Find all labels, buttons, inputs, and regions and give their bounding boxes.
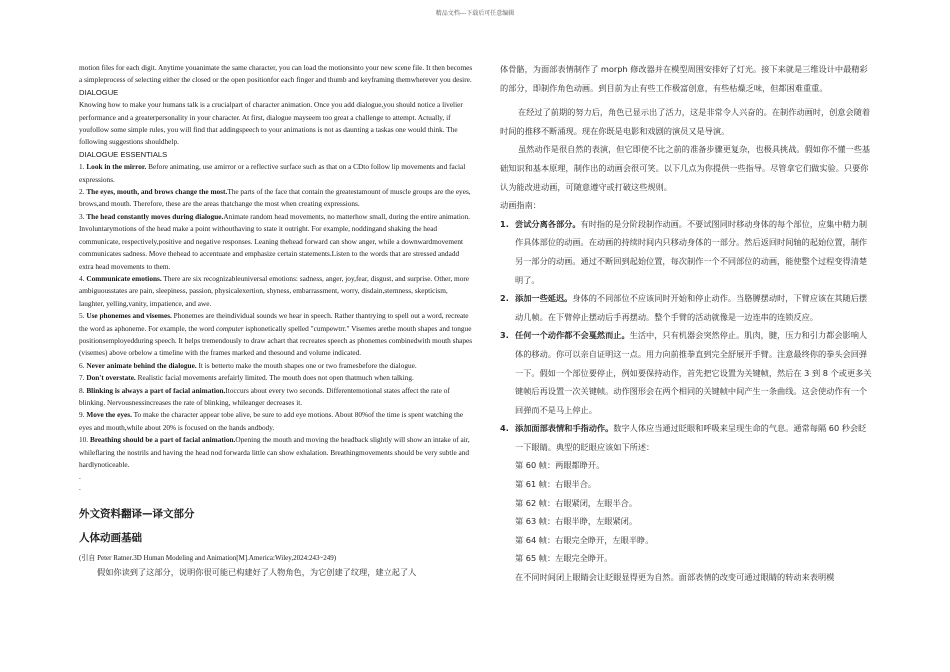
translation-paragraph: 虽然动作是很自然的表演，但它即使不比之前的准备步骤更复杂，也极具挑战。假如你不懂一些基础知识和基本原理，制作出的动画会很可笑。以下几点为你提供一些指导。尽管拿它们做实验。只要你认为能改进动画，可随意遵守或打破这些规则。: [500, 144, 871, 192]
translation-paragraph: 在经过了前期的努力后，角色已显示出了活力，这是非常令人兴奋的。在制作动画时，创意会随着时间的推移不断涌现。现在你既是电影和戏剧的演员又是导演。: [500, 107, 871, 136]
blink-frame-line: 第 60 帧：两眼都睁开。: [515, 460, 605, 471]
separator-dot: .: [79, 472, 81, 482]
essential-item-4: 4. Communicate emotions. There are six recognizableuniversal emotions: sadness, anger, joy,fear, disgust, and surprise. Other, more ambiguousstates are pain, sleepiness, passion, physicalexertion, shyness, embarrassment, worry, disdain,sternness, skepticism, laughter, yelling,vanity, impatience, and awe.: [79, 273, 470, 308]
essential-item-9: 9. Move the eyes. To make the character appear tobe alive, be sure to add eye motions. About 80%of the time is spent watching the eyes and mouth,while about 20% is focused on the hands andbody.: [79, 410, 463, 432]
essential-item-5: 5. Use phonemes and visemes. Phonemes are theindividual sounds we hear in speech. Rather thantrying to spell out a word, recreate the word as aphoneme. For example, the word computer isphonetically spelled "cumpewtrr." Visemes arethe mouth shapes and tongue positionsemployedduring speech. It helps tremendously to draw achart that recreates speech as phonemes combinedwith mouth shapes (visemes) above orbelow a timeline with the frames marked and thesound and volume indicated.: [79, 311, 473, 358]
blink-frame-line: 第 62 帧：右眼紧闭，左眼半合。: [515, 497, 638, 508]
essential-item-10: 10. Breathing should be a part of facial animation.Opening the mouth and moving the headback slightly will show an intake of air, whileflaring the nostrils and having the head nod forwarda little can show exhalation. Breathingmovements should be very subtle and hardlynoticeable.: [79, 435, 470, 469]
guide-item-2: 2. 添加一些延迟。身体的不同部位不应该同时开始和停止动作。当胳膊摆动时，下臂应该在其随后摆动几帧。在下臂停止摆动后手再摆动。整个手臂的活动就像是一边连串的连锁反应。: [500, 293, 868, 322]
blink-frame-line: 第 63 帧：右眼半睁，左眼紧闭。: [515, 516, 638, 527]
blink-frame-line: 第 65 帧：左眼完全睁开。: [515, 553, 613, 564]
chapter-title: 人体动画基础: [79, 532, 142, 545]
essential-item-3: 3. The head constantly moves during dialogue.Animate random head movements, no matterhow small, during the entire animation. Involuntarymotions of the head make a point withouthaving to state it outright. For example, noddingand shaking the head communicate, respectively,positive and negative responses. Leaning thehead forward can show anger, while a downwardmovement communicates sadness. Move thehead to accentuate and emphasize certain statements.Listen to the words that are stressed andadd extra head movements to them.: [79, 211, 470, 271]
essential-item-7: 7. Don't overstate. Realistic facial movements arefairly limited. The mouth does not open thatmuch when talking.: [79, 373, 414, 383]
essential-item-8: 8. Blinking is always a part of facial animation.Itoccurs about every two seconds. Differentemotional states affect the rate of blinking. Nervousnessincreases the rate of blinking, whileanger decreases it.: [79, 385, 450, 407]
essentials-heading: DIALOGUE ESSENTIALS: [79, 149, 168, 159]
separator-dot: .: [79, 483, 81, 493]
translation-section-heading: 外文资料翻译—译文部分: [79, 508, 195, 521]
guide-item-3: 3. 任何一个动作都不会戛然而止。生活中，只有机器会突然停止。肌肉，腱，压力和引力都会影响人体的移动。你可以亲自证明这一点。用力向前推拳直到完全舒展开手臂。注意最终你的拳头会回弹一下。假如一个部位要停止，例如要保持动作，首先把它设置为关键帧，然后在 3 到 8 个或更多关键帧后再设置一次关键帧。动作图形会在两个相同的关键帧中间产生一条曲线。这会使动作有一个回弹而不是马上停止。: [500, 330, 872, 415]
translation-paragraph: 假如你读到了这部分，说明你很可能已构建好了人物角色，为它创建了纹理，建立起了人: [97, 567, 417, 578]
translation-paragraph: 体骨骼，为面部表情制作了 morph 修改器并在模型周围安排好了灯光。接下来就是三维设计中最精彩的部分，即制作角色动画。到目前为止有些工作极富创意，有些枯燥乏味，但都困难重重。: [500, 64, 868, 93]
guide-item-4: 4. 添加面部表情和手指动作。数字人体应当通过眨眼和呼吸来呈现生命的气息。通常每隔 60 秒会眨一下眼睛。典型的眨眼应该如下所述：: [500, 423, 867, 452]
essential-item-2: 2. The eyes, mouth, and brows change the most.The parts of the face that contain the greatestamount of muscle groups are the eyes, brows,and mouth. Therefore, these are the areas thatchange the most when creating expressions.: [79, 187, 471, 209]
citation: (引自 Peter Ratner.3D Human Modeling and Animation[M].America:Wiley,2024:243~249): [79, 554, 337, 563]
essential-item-6: 6. Never animate behind the dialogue. It is betterto make the mouth shapes one or two framesbefore the dialogue.: [79, 360, 417, 370]
guide-label: 动画指南：: [500, 200, 541, 211]
dialogue-heading: DIALOGUE: [79, 87, 119, 97]
right-column: [500, 60, 872, 587]
blink-frame-line: 第 61 帧：右眼半合。: [515, 479, 597, 490]
dialogue-paragraph: Knowing how to make your humans talk is a crucialpart of character animation. Once you add dialogue,you should notice a livelier performance and a greaterpersonality in your character. At first, dialogue mayseem too great a challenge to attempt. Actually, if youfollow some simple rules, you will find that addingspeech to your animations is not as daunting a taskas one would think. The following suggestions shouldhelp.: [79, 100, 463, 147]
translation-paragraph: 在不同时间闭上眼睛会让眨眼显得更为自然。面部表情的改变可通过眼睛的转动来表明模: [515, 572, 835, 583]
intro-paragraph: motion files for each digit. Anytime youanimate the same character, you can load the motionsinto your new scene file. It then becomes a simpleprocess of selecting either the closed or the open positionfor each finger and thumb and keyframing themwherever you desire.: [79, 63, 473, 85]
guide-item-1: 1. 尝试分离各部分。有时指的是分阶段制作动画。不要试图同时移动身体的每个部位，应集中精力制作具体部位的动画。在动画的持续时间内只移动身体的一部分。然后返回时间轴的起始位置，制作另一部分的动画。通过不断回到起始位置，每次制作一个不同部位的动画，能使整个过程变得清楚明了。: [500, 218, 868, 285]
blink-frame-line: 第 64 帧：右眼完全睁开，左眼半睁。: [515, 534, 654, 545]
left-column: [79, 62, 473, 579]
essential-item-1: 1. Look in the mirror. Before animating, use amirror or a reflective surface such as that on a CDto follow lip movements and facial expressions.: [79, 162, 466, 184]
page-header: 精品文档---下载后可任意编辑: [435, 10, 515, 17]
